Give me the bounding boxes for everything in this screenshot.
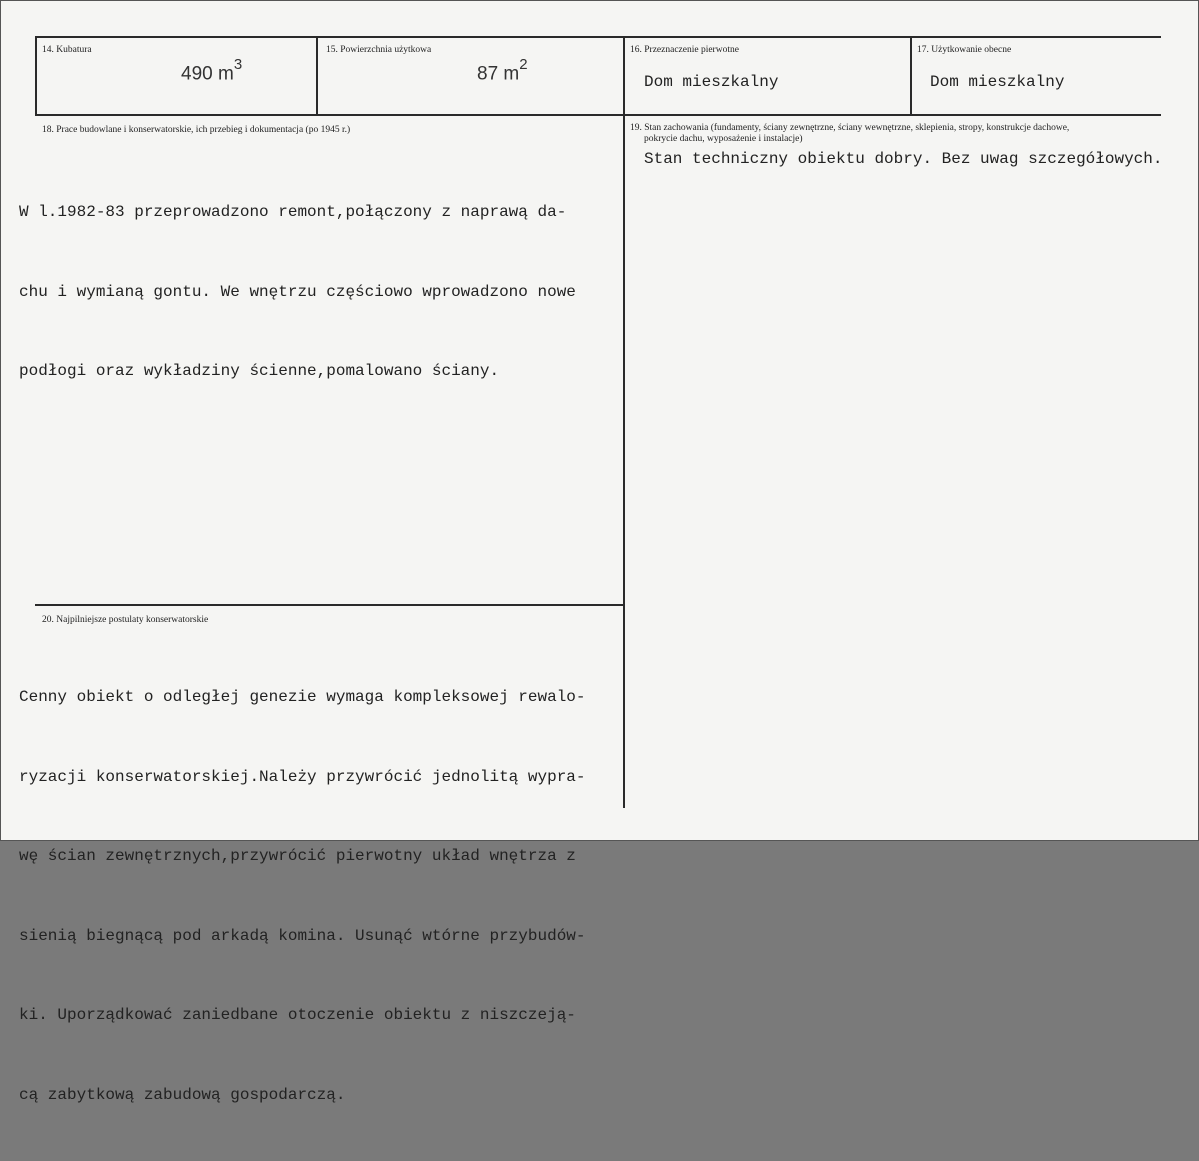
field-17-value: Dom mieszkalny (930, 73, 1065, 91)
field-16-value: Dom mieszkalny (644, 73, 779, 91)
field-19-label-line-2: pokrycie dachu, wyposażenie i instalacje) (644, 134, 803, 144)
field-14-exponent: 3 (233, 56, 243, 73)
row1-bottom-rule (35, 114, 1161, 116)
divider-18-20 (35, 604, 625, 606)
field-20-line-4: sienią biegnącą pod arkadą komina. Usunąć wtórne przybudów- (19, 926, 586, 945)
field-15-number: 87 m (477, 63, 520, 85)
field-14-value (181, 56, 243, 85)
field-15-exponent: 2 (519, 56, 528, 73)
left-rule (35, 36, 37, 116)
top-rule (35, 36, 1161, 38)
divider-14-15 (316, 36, 318, 116)
divider-16-17 (910, 36, 912, 116)
field-20-line-2: ryzacji konserwatorskiej.Należy przywrócić jednolitą wypra- (19, 767, 586, 786)
field-18-line-2: chu i wymianą gontu. We wnętrzu częściowo wprowadzono nowe (19, 282, 576, 301)
divider-15-16 (623, 36, 625, 808)
field-20-line-3: wę ścian zewnętrznych,przywrócić pierwotny układ wnętrza z (19, 847, 576, 865)
field-15-label: 15. Powierzchnia użytkowa (326, 45, 432, 55)
field-20-line-1: Cenny obiekt o odległej genezie wymaga kompleksowej rewalo- (19, 688, 586, 706)
field-18-line-1: W l.1982-83 przeprowadzono remont,połączony z naprawą da- (19, 203, 567, 221)
field-17-label: 17. Użytkowanie obecne (917, 45, 1012, 55)
field-14-label: 14. Kubatura (42, 45, 92, 55)
field-14-number: 490 m (181, 63, 234, 85)
field-20-line-5: ki. Uporządkować zaniedbane otoczenie obiektu z niszczeją- (19, 1006, 576, 1024)
field-16-label: 16. Przeznaczenie pierwotne (630, 45, 739, 55)
field-18-line-3: podłogi oraz wykładziny ścienne,pomalowano ściany. (19, 362, 500, 380)
field-18-label: 18. Prace budowlane i konserwatorskie, ich przebieg i dokumentacja (po 1945 r.) (42, 125, 351, 135)
field-19-text: Stan techniczny obiektu dobry. Bez uwag szczegółowych. (644, 150, 1163, 168)
field-20-line-6: cą zabytkową zabudową gospodarczą. (19, 1085, 346, 1104)
field-20-text (19, 631, 586, 1161)
field-19-label-line-1: 19. Stan zachowania (fundamenty, ściany zewnętrzne, ściany wewnętrzne, sklepienia, stropy, konstrukcje dachowe, (630, 123, 1070, 133)
field-18-text (19, 146, 576, 438)
field-15-value (477, 56, 528, 85)
field-20-label: 20. Najpilniejsze postulaty konserwatorskie (42, 615, 209, 625)
